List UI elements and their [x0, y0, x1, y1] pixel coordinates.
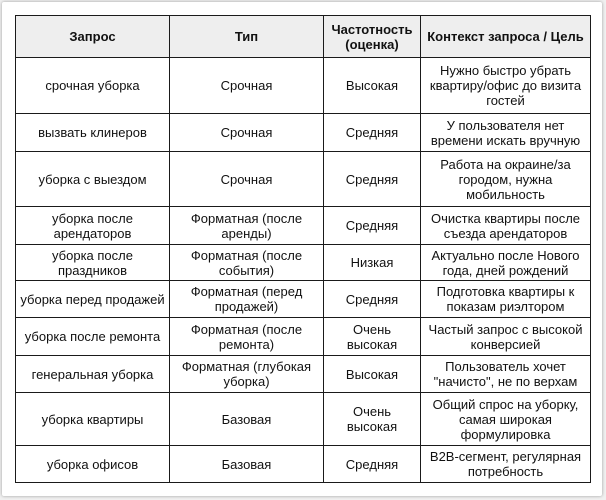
table-row: [16, 152, 591, 207]
cell-query: уборка квартиры: [16, 393, 170, 446]
cell-type: Форматная (после ремонта): [170, 318, 324, 356]
cell-frequency: Низкая: [324, 245, 421, 281]
cell-frequency: Средняя: [324, 281, 421, 318]
cell-frequency: Высокая: [324, 356, 421, 393]
table-card: [2, 2, 602, 496]
cell-frequency: Очень высокая: [324, 393, 421, 446]
cell-type: Срочная: [170, 58, 324, 114]
table-row: [16, 58, 591, 114]
cell-query: уборка перед продажей: [16, 281, 170, 318]
cell-query: уборка офисов: [16, 446, 170, 483]
cell-context: Работа на окраине/за городом, нужна мобильность: [421, 152, 591, 207]
cell-context: Пользователь хочет "начисто", не по верхам: [421, 356, 591, 393]
cell-type: Форматная (перед продажей): [170, 281, 324, 318]
table-row: [16, 114, 591, 152]
column-header-type: Тип: [170, 16, 324, 58]
cell-context: B2B-сегмент, регулярная потребность: [421, 446, 591, 483]
cell-query: уборка с выездом: [16, 152, 170, 207]
cell-query: уборка после арендаторов: [16, 207, 170, 245]
cell-query: уборка после праздников: [16, 245, 170, 281]
table-row: [16, 245, 591, 281]
cell-context: Подготовка квартиры к показам риэлтором: [421, 281, 591, 318]
table-row: [16, 318, 591, 356]
cell-frequency: Средняя: [324, 207, 421, 245]
column-header-frequency: Частотность (оценка): [324, 16, 421, 58]
cell-type: Форматная (после события): [170, 245, 324, 281]
cell-type: Форматная (после аренды): [170, 207, 324, 245]
cell-frequency: Очень высокая: [324, 318, 421, 356]
cell-type: Форматная (глубокая уборка): [170, 356, 324, 393]
cell-type: Базовая: [170, 446, 324, 483]
cell-type: Срочная: [170, 152, 324, 207]
cell-query: срочная уборка: [16, 58, 170, 114]
cell-frequency: Средняя: [324, 152, 421, 207]
cell-context: Частый запрос с высокой конверсией: [421, 318, 591, 356]
column-header-context: Контекст запроса / Цель: [421, 16, 591, 58]
table-row: [16, 356, 591, 393]
cell-context: Нужно быстро убрать квартиру/офис до визита гостей: [421, 58, 591, 114]
table-header-row: [16, 16, 591, 58]
cell-query: генеральная уборка: [16, 356, 170, 393]
cell-type: Срочная: [170, 114, 324, 152]
cell-frequency: Средняя: [324, 114, 421, 152]
table-row: [16, 446, 591, 483]
cell-query: вызвать клинеров: [16, 114, 170, 152]
cell-query: уборка после ремонта: [16, 318, 170, 356]
keywords-table: [15, 15, 591, 483]
table-row: [16, 281, 591, 318]
table-row: [16, 207, 591, 245]
cell-context: Общий спрос на уборку, самая широкая формулировка: [421, 393, 591, 446]
cell-type: Базовая: [170, 393, 324, 446]
cell-frequency: Высокая: [324, 58, 421, 114]
cell-context: Очистка квартиры после съезда арендаторов: [421, 207, 591, 245]
cell-frequency: Средняя: [324, 446, 421, 483]
cell-context: У пользователя нет времени искать вручную: [421, 114, 591, 152]
column-header-query: Запрос: [16, 16, 170, 58]
table-row: [16, 393, 591, 446]
cell-context: Актуально после Нового года, дней рождений: [421, 245, 591, 281]
